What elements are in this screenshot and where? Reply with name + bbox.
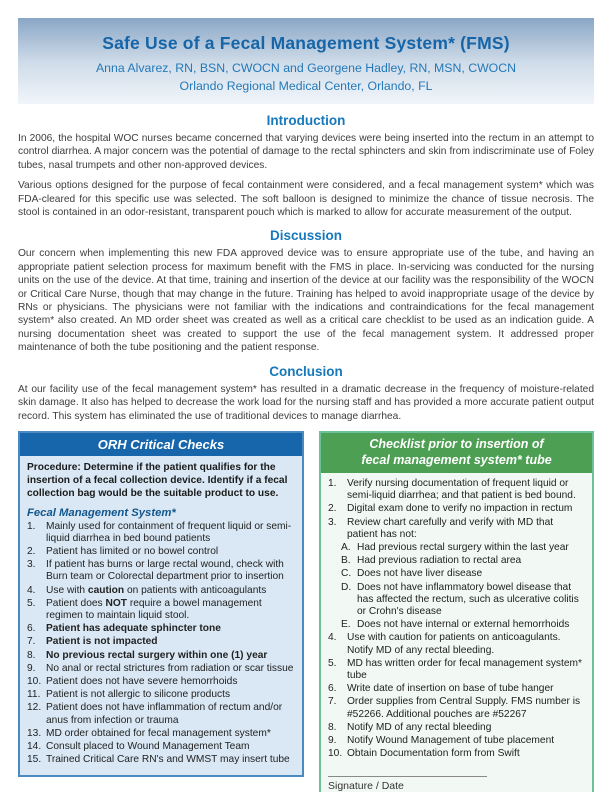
item-number: 15. <box>27 754 42 766</box>
procedure-text: Procedure: Determine if the patient qualifies for the insertion of a fecal collection device. Identify if a fecal collection bag would be the suitable product to use. <box>27 461 288 500</box>
discussion-heading: Discussion <box>269 228 343 244</box>
item-text: Patient has adequate sphincter tone <box>46 623 221 635</box>
item-text: No previous rectal surgery within one (1) year <box>46 649 268 661</box>
item-number: 9. <box>27 662 36 674</box>
item-text: If patient has burns or large rectal wound, check with Burn team or Colorectal department prior to insertion <box>46 559 284 583</box>
orh-box-title: ORH Critical Checks <box>20 433 302 456</box>
item-number: 1. <box>27 520 36 532</box>
sub-item-text: Does not have inflammatory bowel disease that has affected the rectum, such as ulcerative colitis or Crohn's disease <box>357 581 579 617</box>
checklist-item <box>27 546 295 558</box>
item-text: Verify nursing documentation of frequent liquid or semi-liquid diarrhea; and that patient is bed bound. <box>347 477 576 502</box>
section-discussion <box>18 228 594 354</box>
checklist-item <box>27 636 295 648</box>
item-text: Patient is not impacted <box>46 636 158 648</box>
checklist-item <box>328 748 585 760</box>
fms-subheading: Fecal Management System* <box>27 506 176 519</box>
item-number: 13. <box>27 727 42 739</box>
item-text: No anal or rectal strictures from radiation or scar tissue <box>46 662 294 674</box>
item-text: Notify MD of any rectal bleeding <box>347 721 492 733</box>
sub-item-letter: A. <box>341 541 351 553</box>
checklist-item <box>328 478 585 502</box>
item-text: MD has written order for fecal management system* tube <box>347 657 582 681</box>
checklist-item <box>328 722 585 734</box>
item-text: Patient is not allergic to silicone products <box>46 689 231 701</box>
checklist-title-line-1: Checklist prior to insertion of <box>369 436 544 451</box>
introduction-heading: Introduction <box>266 113 346 128</box>
checklist-sub-item <box>341 555 585 567</box>
item-text: Patient does not have inflammation of rectum and/or anus from infection or trauma <box>46 702 283 726</box>
item-number: 6. <box>27 623 36 635</box>
item-text: Patient has limited or no bowel control <box>46 545 219 557</box>
bottom-boxes-row <box>18 431 594 792</box>
checklist-title-line-2: fecal management system* tube <box>361 452 552 467</box>
checklist-item <box>27 728 295 740</box>
checklist-item <box>328 503 585 515</box>
checklist-sub-item <box>341 619 585 631</box>
title-banner <box>18 18 594 104</box>
discussion-paragraph: Our concern when implementing this new FDA approved device was to ensure appropriate use of the tube, and having an appropriate patient selection process for maximum benefit with the FMS in place. In-servicing was conducted for the nursing units on the use of the device. At that time, training and insertion of the device at our facility was the responsibility of the WOCN or Critical Care Nurse, though that may change in the future. Training has helped to avoid inappropriate usage of the device by RNs or physicians. The physicians were not familiar with the indications and contraindications for the fecal management system* also created. An MD order sheet was created as well as a critical care checklist to be used as an indication guide. A nursing documentation sheet was created to support the use of the fecal management system. It addressed proper maintenance of both the tube positioning and the patient response. <box>18 248 594 354</box>
item-number: 8. <box>328 721 337 733</box>
introduction-paragraph-1: In 2006, the hospital WOC nurses became concerned that varying devices were being inserted into the rectum in an attempt to control diarrhea. A major concern was the potential of damage to the rectal sphincters and skin from indiscriminate use of Foley tubes, nasal trumpets and other non-approved devices. <box>18 133 594 171</box>
item-number: 11. <box>27 689 41 701</box>
orh-box-body <box>20 456 302 775</box>
item-number: 10. <box>328 748 343 760</box>
item-number: 6. <box>328 683 337 695</box>
orh-checklist <box>27 521 295 767</box>
section-introduction <box>18 113 594 219</box>
checklist-item <box>27 689 295 701</box>
checklist-item <box>328 735 585 747</box>
checklist-sub-item <box>341 542 585 554</box>
item-number: 3. <box>27 559 36 571</box>
sub-item-text: Does not have liver disease <box>357 568 483 580</box>
item-number: 7. <box>27 636 36 648</box>
item-text: Patient does not have severe hemorrhoids <box>46 675 238 687</box>
signature-line <box>328 776 487 777</box>
item-number: 9. <box>328 734 337 746</box>
item-number: 10. <box>27 675 42 687</box>
item-text: Patient does NOT require a bowel management regimen to maintain liquid stool. <box>46 597 262 621</box>
introduction-paragraph-2: Various options designed for the purpose of fecal containment were considered, and a fecal management system* which was FDA-cleared for this specific use was selected. The soft balloon is designed to minimize the chance of tissue necrosis. The stool is contained in an odor-resistant, transparent pouch which is marked to allow for accurate measurement of the output. <box>18 180 594 219</box>
checklist-item <box>27 559 295 583</box>
item-number: 3. <box>328 516 337 528</box>
item-text: Digital exam done to verify no impaction in rectum <box>347 503 573 515</box>
checklist-item <box>27 623 295 635</box>
item-text: Use with caution for patients on anticoagulants. Notify MD of any rectal bleeding. <box>347 632 561 656</box>
item-text: Trained Critical Care RN's and WMST may insert tube <box>46 754 290 766</box>
checklist-item <box>328 658 585 682</box>
insertion-checklist <box>328 478 585 760</box>
item-text: Use with caution on patients with anticoagulants <box>46 584 267 596</box>
item-number: 2. <box>27 545 36 557</box>
item-text: Write date of insertion on base of tube hanger <box>347 683 554 695</box>
affiliation-line: Orlando Regional Medical Center, Orlando, FL <box>179 79 433 93</box>
item-number: 4. <box>27 584 36 596</box>
page-title: Safe Use of a Fecal Management System* (FMS) <box>102 33 510 53</box>
checklist-item <box>27 702 295 726</box>
authors-line: Anna Alvarez, RN, BSN, CWOCN and Georgene Hadley, RN, MSN, CWOCN <box>95 61 517 75</box>
sub-item-letter: E. <box>341 619 351 631</box>
signature-block <box>328 776 585 792</box>
checklist-item <box>27 521 295 545</box>
orh-critical-checks-box <box>18 431 304 777</box>
sub-item-text: Does not have internal or external hemorrhoids <box>357 619 570 631</box>
item-number: 5. <box>27 597 36 609</box>
sub-item-text: Had previous rectal surgery within the last year <box>357 541 569 553</box>
item-number: 5. <box>328 657 337 669</box>
item-text: Order supplies from Central Supply. FMS number is #52266. Additional pouches are #52267 <box>347 696 581 720</box>
sub-item-letter: C. <box>341 568 352 580</box>
checklist-item <box>328 517 585 541</box>
checklist-box-body <box>321 473 592 792</box>
item-text: Notify Wound Management of tube placement <box>347 734 555 746</box>
checklist-item <box>27 754 295 766</box>
conclusion-heading: Conclusion <box>269 363 343 379</box>
insertion-checklist-box <box>319 431 594 792</box>
sub-item-letter: B. <box>341 555 351 567</box>
item-text: Consult placed to Wound Management Team <box>46 740 250 752</box>
checklist-item <box>27 663 295 675</box>
item-number: 12. <box>27 702 42 714</box>
item-number: 1. <box>328 477 337 489</box>
signature-label: Signature / Date <box>328 780 404 792</box>
item-number: 4. <box>328 632 337 644</box>
item-text: Mainly used for containment of frequent liquid or semi-liquid diarrhea in bed bound patients <box>46 520 292 544</box>
checklist-item <box>328 683 585 695</box>
item-text: Obtain Documentation form from Swift <box>347 748 520 760</box>
item-text: MD order obtained for fecal management system* <box>46 727 271 739</box>
checklist-item <box>27 741 295 753</box>
checklist-item <box>27 650 295 662</box>
checklist-item <box>27 676 295 688</box>
item-number: 2. <box>328 503 337 515</box>
sub-item-text: Had previous radiation to rectal area <box>357 555 522 567</box>
checklist-box-title <box>321 433 592 473</box>
checklist-item <box>27 598 295 622</box>
checklist-sub-item <box>341 582 585 619</box>
conclusion-paragraph: At our facility use of the fecal management system* has resulted in a dramatic decrease in the frequency of moisture-related skin damage. It also has helped to decrease the work load for the nursing staff and has provided a more accurate patient output record. This system has eliminated the use of traditional devices to manage diarrhea. <box>18 383 594 422</box>
item-number: 14. <box>27 740 42 752</box>
item-number: 8. <box>27 649 36 661</box>
checklist-item <box>328 632 585 656</box>
item-number: 7. <box>328 696 337 708</box>
checklist-sub-item <box>341 568 585 580</box>
sub-item-letter: D. <box>341 581 352 593</box>
checklist-item <box>328 696 585 720</box>
section-conclusion <box>18 364 594 423</box>
checklist-item <box>27 585 295 597</box>
item-text: Review chart carefully and verify with MD that patient has not: <box>347 516 554 540</box>
